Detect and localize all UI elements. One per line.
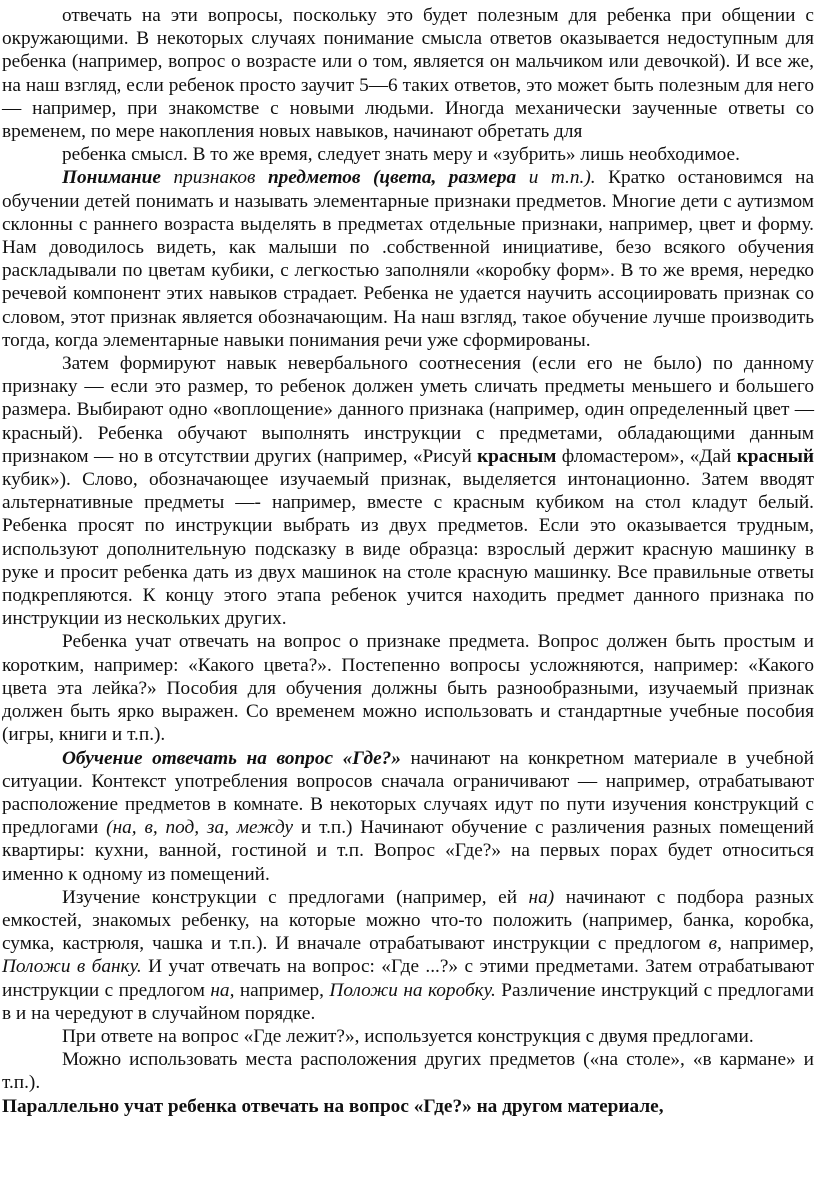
paragraph-nonverbal-text-2: фломастером», «Дай (556, 445, 737, 467)
heading-understanding: Понимание (62, 167, 161, 189)
instruction-put-in-jar: Положи в банку. (2, 956, 142, 978)
paragraph-attributes-text: Кратко остановимся на обучении детей понимать и называть элементарные признаки предметов. Многие дети с аутизмом склонны с раннего возраста выделять в предметах отдельные признаки, например, цвет и форму. Нам доводилось видеть, как малыши по .собственной инициативе, безо всякого обучения раскладывали по цветам кубики, с легкостью заполняли «коробку форм». В то же время, нередко речевой компонент этих навыков страдает. Ребенка не удается научить ассоциировать признак со словом, этот признак является обозначающим. На наш взгляд, такое обучение лучше производить тогда, когда элементарные навыки понимания речи уже сформированы. (2, 167, 814, 351)
word-red-1: красным (477, 445, 557, 467)
heading-attributes: признаков (160, 167, 268, 189)
paragraph-two-prepositions (2, 1025, 814, 1048)
paragraph-prepositions-text-6: Различение инструкций с предлогами в и на чередуют в случайном порядке. (2, 979, 815, 1024)
paragraph-where-text-2: и т.п.) Начинают обучение с различения разных помещений квартиры: кухни, ванной, гостиной и т.п. Вопрос «Где?» на первых порах будет относиться именно к одному из помещений. (2, 817, 814, 885)
paragraph-nonverbal-text-1: Затем формируют навык невербального соотнесения (если его не было) по данному признаку — если это размер, то ребенок должен уметь сличать предметы меньшего и большего размера. Выбирают одно «воплощение» данного признака (например, один определенный цвет — красный). Ребенка обучают выполнять инструкции с предметами, обладающими данным признаком — но в отсутствии других (например, «Рисуй (2, 353, 814, 467)
paragraph-answers-last-line: ребенка смысл. В то же время, следует знать меру и «зубрить» лишь необходимое. (62, 144, 740, 166)
paragraph-prepositions-text-3: например, (721, 933, 814, 955)
paragraph-attribute-question-text: Ребенка учат отвечать на вопрос о признаке предмета. Вопрос должен быть простым и коротким, например: «Какого цвета?». Постепенно вопросы усложняются, например: «Какого цвета эта лейка?» Пособия для обучения должны быть разнообразными, изучаемый признак должен быть ярко выражен. Со временем можно использовать и стандартные учебные пособия (игры, книги и т.п.). (2, 631, 814, 746)
paragraph-nonverbal (2, 352, 814, 630)
heading-etc: и т.п.). (516, 167, 596, 189)
preposition-v: в, (708, 933, 722, 955)
preposition-na-2: на, (210, 979, 235, 1001)
heading-where: Обучение отвечать на вопрос «Где?» (62, 747, 401, 769)
paragraph-prepositions-text-5: например, (234, 979, 330, 1001)
paragraph-attributes (2, 166, 814, 352)
paragraph-attribute-question (2, 630, 814, 746)
paragraph-parallel (2, 1095, 814, 1118)
paragraph-prepositions-text-4: И учат отвечать на вопрос: «Где ...?» с этими предметами. Затем отрабатывают инструкции с предлогом (2, 956, 815, 1001)
paragraph-answers-body: окружающими. В некоторых случаях понимание смысла ответов оказывается недоступным для ребенка (например, вопрос о возрасте или о том, является он мальчиком или девочкой). И все же, на наш взгляд, если ребенок просто заучит 5—6 таких ответов, это может быть полезным для него — например, при знакомстве с новыми людьми. Иногда механически заученные ответы со временем, по мере накопления новых навыков, начинают обретать для (2, 28, 814, 143)
paragraph-answers (2, 4, 814, 166)
paragraph-nonverbal-text-3: кубик»). Слово, обозначающее изучаемый признак, выделяется интонационно. Затем вводят альтернативные предметы —- например, вместе с красным кубиком на стол кладут белый. Ребенка просят по инструкции выбрать из двух предметов. Если это оказывается трудным, используют дополнительную подсказку в виде образца: взрослый держит красную машинку в руке и просит ребенка дать из двух машинок на столе красную машинку. Все правильные ответы подкрепляются. К концу этого этапа ребенок учится находить предмет данного признака по инструкции из нескольких других. (2, 469, 814, 630)
paragraph-other-places (2, 1048, 814, 1094)
paragraph-where (2, 747, 814, 886)
heading-objects: предметов (цвета, размера (267, 167, 517, 189)
paragraph-two-prepositions-text: При ответе на вопрос «Где лежит?», используется конструкция с двумя предлогами. (62, 1025, 754, 1047)
instruction-put-on-box: Положи на коробку. (329, 979, 496, 1001)
paragraph-other-places-text: Можно использовать места расположения других предметов («на столе», «в кармане» и т.п.). (2, 1049, 814, 1094)
word-red-2: красный (736, 445, 814, 467)
prepositions-list: (на, в, под, за, между (106, 817, 294, 839)
paragraph-where-text-1: начинают на конкретном материале в учебной ситуации. Контекст употребления вопросов сначала ограничивают — например, отрабатывают расположение предметов в комнате. В некоторых случаях идут по пути изучения конструкций с предлогами (2, 747, 814, 839)
paragraph-prepositions-text-2: начинают с подбора разных емкостей, знакомых ребенку, на которые можно что-то положить (например, банка, коробка, сумка, кастрюля, чашка и т.п.). И вначале отрабатывают инструкции с предлогом (2, 886, 814, 955)
paragraph-prepositions (2, 886, 814, 1025)
paragraph-prepositions-text-1: Изучение конструкции с предлогами (например, ей (62, 886, 529, 908)
paragraph-answers-first-line: отвечать на эти вопросы, поскольку это будет полезным для ребенка при общении с (62, 5, 814, 26)
preposition-na: на) (528, 886, 555, 908)
paragraph-parallel-text: Параллельно учат ребенка отвечать на вопрос «Где?» на другом материале, (2, 1095, 664, 1117)
